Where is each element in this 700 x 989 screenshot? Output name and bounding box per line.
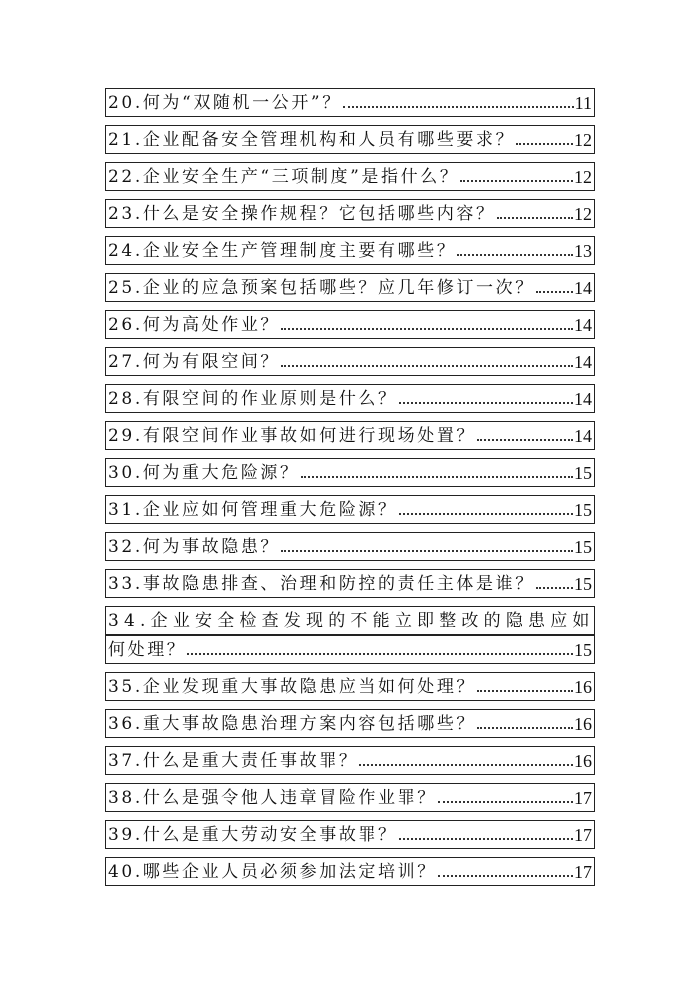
toc-page-number: 14	[574, 389, 592, 409]
toc-leader-dots	[399, 402, 573, 404]
toc-leader-dots	[460, 180, 573, 182]
toc-entry-28[interactable]	[105, 384, 595, 413]
toc-title: 20.何为“双随机一公开”？	[108, 93, 342, 113]
toc-entry-27[interactable]	[105, 347, 595, 376]
toc-title: 34.企业安全检查发现的不能立即整改的隐患应如	[108, 610, 595, 631]
toc-entry-38[interactable]	[105, 783, 595, 812]
toc-page-number: 15	[574, 640, 592, 660]
table-of-contents	[105, 88, 595, 894]
toc-page-number: 14	[574, 315, 592, 335]
toc-leader-dots	[438, 801, 573, 803]
toc-page-number: 17	[574, 788, 592, 808]
toc-entry-32[interactable]	[105, 532, 595, 561]
toc-page-number: 12	[574, 130, 592, 150]
toc-entry-29[interactable]	[105, 421, 595, 450]
toc-entry-21[interactable]	[105, 125, 595, 154]
toc-title: 32.何为事故隐患？	[108, 537, 281, 557]
toc-leader-dots	[359, 764, 573, 766]
toc-title: 39.什么是重大劳动安全事故罪？	[108, 825, 398, 845]
toc-leader-dots	[301, 476, 573, 478]
toc-title: 37.什么是重大责任事故罪？	[108, 751, 359, 771]
toc-entry-35[interactable]	[105, 672, 595, 701]
toc-page-number: 17	[574, 825, 592, 845]
toc-leader-dots	[281, 365, 573, 367]
toc-title: 38.什么是强令他人违章冒险作业罪？	[108, 788, 437, 808]
toc-leader-dots	[516, 143, 573, 145]
toc-leader-dots	[343, 106, 574, 108]
toc-leader-dots	[536, 291, 573, 293]
toc-page-number: 11	[574, 93, 592, 113]
toc-entry-22[interactable]	[105, 162, 595, 191]
toc-leader-dots	[399, 513, 573, 515]
toc-entry-25[interactable]	[105, 273, 595, 302]
toc-page-number: 15	[574, 463, 592, 483]
toc-leader-dots	[281, 328, 573, 330]
toc-title: 21.企业配备安全管理机构和人员有哪些要求？	[108, 130, 516, 150]
toc-entry-23[interactable]	[105, 199, 595, 228]
toc-page-number: 15	[574, 574, 592, 594]
toc-entry-20[interactable]	[105, 88, 595, 117]
toc-title: 25.企业的应急预案包括哪些？应几年修订一次？	[108, 278, 535, 298]
toc-leader-dots	[477, 690, 573, 692]
toc-title: 28.有限空间的作业原则是什么？	[108, 389, 398, 409]
toc-entry-36[interactable]	[105, 709, 595, 738]
toc-title: 29.有限空间作业事故如何进行现场处置？	[108, 426, 477, 446]
toc-page-number: 16	[574, 751, 592, 771]
toc-entry-34-line1[interactable]	[105, 606, 595, 635]
toc-entry-34-line2[interactable]	[105, 635, 595, 664]
toc-entry-37[interactable]	[105, 746, 595, 775]
toc-title: 33.事故隐患排查、治理和防控的责任主体是谁？	[108, 574, 535, 594]
toc-page-number: 14	[574, 278, 592, 298]
toc-page-number: 14	[574, 426, 592, 446]
toc-title: 26.何为高处作业？	[108, 315, 281, 335]
toc-page-number: 12	[574, 167, 592, 187]
toc-title: 31.企业应如何管理重大危险源？	[108, 500, 398, 520]
toc-leader-dots	[281, 550, 573, 552]
toc-entry-33[interactable]	[105, 569, 595, 598]
toc-page-number: 13	[574, 241, 592, 261]
toc-leader-dots	[187, 653, 573, 655]
toc-title: 24.企业安全生产管理制度主要有哪些？	[108, 241, 457, 261]
toc-page-number: 15	[574, 500, 592, 520]
toc-title: 23.什么是安全操作规程？它包括哪些内容？	[108, 204, 496, 224]
toc-title: 36.重大事故隐患治理方案内容包括哪些？	[108, 714, 477, 734]
toc-leader-dots	[438, 875, 573, 877]
toc-leader-dots	[477, 727, 573, 729]
toc-title: 27.何为有限空间？	[108, 352, 281, 372]
toc-title: 30.何为重大危险源？	[108, 463, 300, 483]
toc-entry-30[interactable]	[105, 458, 595, 487]
toc-leader-dots	[457, 254, 573, 256]
toc-page-number: 14	[574, 352, 592, 372]
toc-entry-40[interactable]	[105, 857, 595, 886]
toc-entry-39[interactable]	[105, 820, 595, 849]
toc-page-number: 15	[574, 537, 592, 557]
toc-entry-31[interactable]	[105, 495, 595, 524]
toc-page-number: 17	[574, 862, 592, 882]
toc-leader-dots	[399, 838, 573, 840]
toc-entry-24[interactable]	[105, 236, 595, 265]
toc-title: 22.企业安全生产“三项制度”是指什么？	[108, 167, 460, 187]
toc-entry-26[interactable]	[105, 310, 595, 339]
toc-page-number: 12	[574, 204, 592, 224]
toc-page-number: 16	[574, 714, 592, 734]
toc-leader-dots	[477, 439, 573, 441]
toc-page-number: 16	[574, 677, 592, 697]
toc-leader-dots	[497, 217, 573, 219]
toc-leader-dots	[536, 587, 573, 589]
toc-title: 何处理？	[108, 640, 187, 660]
toc-title: 40.哪些企业人员必须参加法定培训？	[108, 862, 437, 882]
toc-title: 35.企业发现重大事故隐患应当如何处理？	[108, 677, 477, 697]
